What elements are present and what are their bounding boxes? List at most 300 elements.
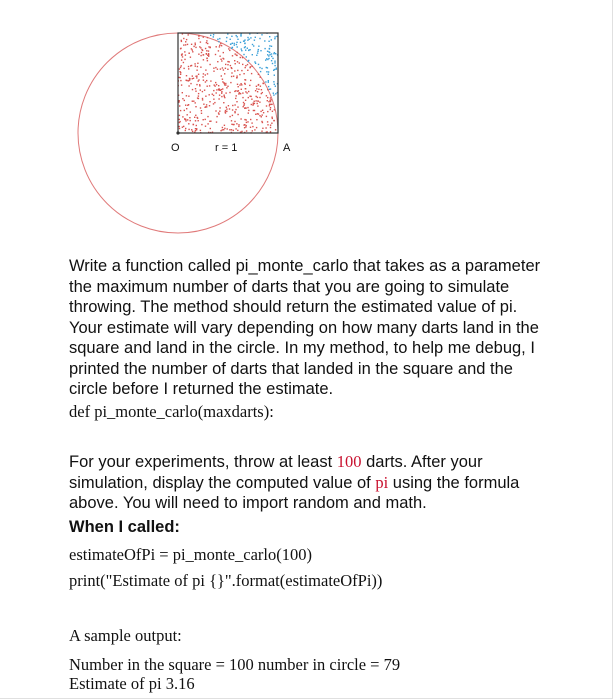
dart-inside bbox=[203, 119, 204, 120]
dart-inside bbox=[236, 75, 237, 76]
dart-inside bbox=[267, 124, 268, 125]
dart-inside bbox=[195, 88, 196, 89]
dart-inside bbox=[203, 59, 204, 60]
dart-inside bbox=[232, 105, 233, 106]
dart-inside bbox=[263, 112, 264, 113]
dart-outside bbox=[232, 43, 233, 44]
dart-inside bbox=[207, 73, 208, 74]
dart-outside bbox=[274, 38, 275, 39]
dart-inside bbox=[242, 64, 243, 65]
dart-inside bbox=[219, 45, 220, 46]
dart-inside bbox=[209, 47, 210, 48]
dart-inside bbox=[203, 80, 204, 81]
dart-outside bbox=[248, 60, 249, 61]
dart-inside bbox=[239, 92, 240, 93]
dart-outside bbox=[261, 68, 262, 69]
dart-outside bbox=[274, 62, 275, 63]
dart-outside bbox=[268, 74, 269, 75]
dart-inside bbox=[259, 102, 260, 103]
dart-outside bbox=[268, 82, 269, 83]
dart-outside bbox=[244, 40, 245, 41]
dart-outside bbox=[245, 50, 246, 51]
dart-inside bbox=[186, 108, 187, 109]
dart-inside bbox=[246, 119, 247, 120]
dart-outside bbox=[236, 35, 237, 36]
dart-outside bbox=[267, 59, 268, 60]
dart-inside bbox=[206, 104, 207, 105]
dart-inside bbox=[240, 118, 241, 119]
dart-inside bbox=[179, 68, 180, 69]
dart-inside bbox=[224, 97, 225, 98]
dart-inside bbox=[179, 126, 180, 127]
dart-inside bbox=[189, 117, 190, 118]
dart-outside bbox=[254, 61, 255, 62]
dart-inside bbox=[209, 64, 210, 65]
dart-inside bbox=[255, 100, 256, 101]
dart-outside bbox=[273, 70, 274, 71]
dart-inside bbox=[180, 67, 181, 68]
dart-inside bbox=[221, 96, 222, 97]
dart-inside bbox=[231, 124, 232, 125]
dart-inside bbox=[258, 89, 259, 90]
dart-inside bbox=[235, 98, 236, 99]
dart-inside bbox=[198, 35, 199, 36]
dart-inside bbox=[201, 110, 202, 111]
dart-outside bbox=[267, 54, 268, 55]
dart-inside bbox=[273, 120, 274, 121]
dart-inside bbox=[233, 124, 234, 125]
dart-outside bbox=[269, 52, 270, 53]
experiments-paragraph bbox=[69, 452, 549, 514]
dart-outside bbox=[268, 71, 269, 72]
dart-inside bbox=[209, 85, 210, 86]
dart-inside bbox=[225, 83, 226, 84]
dart-inside bbox=[257, 101, 258, 102]
dart-inside bbox=[196, 125, 197, 126]
dart-inside bbox=[270, 101, 271, 102]
dart-inside bbox=[215, 82, 216, 83]
dart-outside bbox=[252, 54, 253, 55]
dart-inside bbox=[198, 79, 199, 80]
dart-inside bbox=[189, 79, 190, 80]
dart-inside bbox=[205, 119, 206, 120]
dart-inside bbox=[203, 104, 204, 105]
dart-inside bbox=[248, 97, 249, 98]
dart-inside bbox=[203, 73, 204, 74]
dart-inside bbox=[230, 82, 231, 83]
dart-inside bbox=[190, 83, 191, 84]
dart-inside bbox=[227, 64, 228, 65]
dart-inside bbox=[220, 90, 221, 91]
dart-outside bbox=[241, 48, 242, 49]
dart-inside bbox=[207, 116, 208, 117]
dart-inside bbox=[189, 78, 190, 79]
dart-inside bbox=[213, 71, 214, 72]
dart-inside bbox=[262, 114, 263, 115]
experiments-text-3: using the formula above. You will need to import random and math. bbox=[69, 473, 520, 512]
dart-inside bbox=[188, 80, 189, 81]
dart-outside bbox=[232, 47, 233, 48]
dart-inside bbox=[239, 74, 240, 75]
dart-outside bbox=[237, 36, 238, 37]
dart-inside bbox=[195, 91, 196, 92]
dart-outside bbox=[273, 81, 274, 82]
dart-outside bbox=[257, 52, 258, 53]
dart-inside bbox=[241, 70, 242, 71]
dart-inside bbox=[202, 99, 203, 100]
dart-inside bbox=[243, 105, 244, 106]
dart-inside bbox=[195, 115, 196, 116]
dart-inside bbox=[198, 120, 199, 121]
dart-inside bbox=[240, 83, 241, 84]
dart-inside bbox=[183, 44, 184, 45]
dart-inside bbox=[181, 84, 182, 85]
dart-inside bbox=[222, 79, 223, 80]
dart-inside bbox=[219, 46, 220, 47]
dart-outside bbox=[275, 53, 276, 54]
dart-inside bbox=[257, 103, 258, 104]
dart-inside bbox=[200, 67, 201, 68]
dart-outside bbox=[231, 36, 232, 37]
dart-inside bbox=[232, 109, 233, 110]
dart-inside bbox=[210, 121, 211, 122]
dart-outside bbox=[269, 89, 270, 90]
dart-outside bbox=[226, 37, 227, 38]
dart-inside bbox=[182, 116, 183, 117]
dart-inside bbox=[195, 43, 196, 44]
dart-count: 100 bbox=[336, 452, 362, 471]
dart-outside bbox=[274, 61, 275, 62]
dart-outside bbox=[273, 53, 274, 54]
dart-inside bbox=[224, 84, 225, 85]
dart-inside bbox=[233, 76, 234, 77]
experiments-text-2: darts. After your simulation, display the computed value of bbox=[69, 453, 483, 492]
dart-inside bbox=[181, 65, 182, 66]
dart-inside bbox=[246, 92, 247, 93]
dart-inside bbox=[235, 109, 236, 110]
dart-outside bbox=[269, 54, 270, 55]
dart-outside bbox=[271, 39, 272, 40]
dart-inside bbox=[249, 67, 250, 68]
dart-inside bbox=[253, 103, 254, 104]
dart-inside bbox=[237, 52, 238, 53]
dart-inside bbox=[237, 61, 238, 62]
dart-outside bbox=[237, 46, 238, 47]
dart-inside bbox=[251, 104, 252, 105]
dart-inside bbox=[210, 80, 211, 81]
dart-inside bbox=[223, 69, 224, 70]
dart-outside bbox=[230, 39, 231, 40]
dart-inside bbox=[245, 88, 246, 89]
dart-inside bbox=[241, 89, 242, 90]
dart-inside bbox=[218, 114, 219, 115]
dart-inside bbox=[183, 38, 184, 39]
dart-inside bbox=[242, 57, 243, 58]
dart-inside bbox=[192, 75, 193, 76]
dart-inside bbox=[180, 110, 181, 111]
dart-inside bbox=[215, 110, 216, 111]
dart-inside bbox=[238, 124, 239, 125]
dart-inside bbox=[192, 101, 193, 102]
dart-inside bbox=[232, 55, 233, 56]
dart-outside bbox=[272, 63, 273, 64]
dart-points bbox=[178, 33, 279, 134]
dart-inside bbox=[215, 67, 216, 68]
dart-inside bbox=[244, 119, 245, 120]
dart-inside bbox=[220, 130, 221, 131]
dart-inside bbox=[234, 70, 235, 71]
dart-outside bbox=[274, 84, 275, 85]
dart-inside bbox=[179, 128, 180, 129]
dart-inside bbox=[208, 53, 209, 54]
function-signature: def pi_monte_carlo(maxdarts): bbox=[69, 402, 274, 421]
dart-inside bbox=[196, 84, 197, 85]
dart-inside bbox=[205, 74, 206, 75]
dart-inside bbox=[201, 113, 202, 114]
dart-inside bbox=[179, 119, 180, 120]
dart-inside bbox=[258, 84, 259, 85]
dart-inside bbox=[218, 112, 219, 113]
dart-outside bbox=[217, 39, 218, 40]
description-paragraph: Write a function called pi_monte_carlo that takes as a parameter the maximum number of darts that you are going to simulate throwing. The method should return the estimated value of pi. Your estimate will vary depending on how many darts land in the square and land in the circle. In my method, to help me debug, I printed the number of darts that landed in the square and the circle before I returned the estimate. bbox=[69, 257, 541, 398]
dart-inside bbox=[216, 46, 217, 47]
experiments-text-1: For your experiments, throw at least bbox=[69, 453, 337, 471]
dart-outside bbox=[267, 51, 268, 52]
dart-outside bbox=[268, 41, 269, 42]
dart-inside bbox=[192, 78, 193, 79]
dart-inside bbox=[184, 59, 185, 60]
dart-inside bbox=[256, 127, 257, 128]
dart-inside bbox=[234, 104, 235, 105]
dart-outside bbox=[260, 50, 261, 51]
dart-inside bbox=[190, 65, 191, 66]
dart-inside bbox=[188, 96, 189, 97]
dart-inside bbox=[225, 112, 226, 113]
dart-inside bbox=[225, 110, 226, 111]
dart-inside bbox=[245, 65, 246, 66]
dart-inside bbox=[234, 60, 235, 61]
dart-outside bbox=[230, 43, 231, 44]
dart-inside bbox=[247, 107, 248, 108]
dart-inside bbox=[241, 84, 242, 85]
dart-inside bbox=[255, 114, 256, 115]
dart-inside bbox=[179, 105, 180, 106]
dart-inside bbox=[267, 121, 268, 122]
dart-outside bbox=[247, 48, 248, 49]
dart-inside bbox=[206, 53, 207, 54]
dart-inside bbox=[261, 116, 262, 117]
dart-inside bbox=[203, 36, 204, 37]
dart-inside bbox=[221, 45, 222, 46]
dart-outside bbox=[258, 64, 259, 65]
dart-inside bbox=[187, 105, 188, 106]
dart-inside bbox=[188, 53, 189, 54]
dart-inside bbox=[237, 84, 238, 85]
dart-inside bbox=[258, 74, 259, 75]
dart-inside bbox=[225, 92, 226, 93]
dart-inside bbox=[228, 105, 229, 106]
dart-inside bbox=[237, 114, 238, 115]
dart-inside bbox=[195, 130, 196, 131]
dart-inside bbox=[190, 111, 191, 112]
dart-inside bbox=[222, 129, 223, 130]
dart-inside bbox=[219, 111, 220, 112]
dart-outside bbox=[258, 46, 259, 47]
dart-outside bbox=[271, 53, 272, 54]
dart-inside bbox=[262, 83, 263, 84]
dart-outside bbox=[259, 67, 260, 68]
dart-inside bbox=[186, 80, 187, 81]
dart-inside bbox=[182, 53, 183, 54]
dart-outside bbox=[265, 81, 266, 82]
dart-inside bbox=[205, 126, 206, 127]
dart-inside bbox=[237, 70, 238, 71]
dart-inside bbox=[190, 120, 191, 121]
dart-inside bbox=[184, 110, 185, 111]
dart-inside bbox=[229, 92, 230, 93]
dart-inside bbox=[212, 94, 213, 95]
dart-outside bbox=[254, 40, 255, 41]
dart-inside bbox=[224, 125, 225, 126]
dart-inside bbox=[259, 97, 260, 98]
dart-inside bbox=[272, 111, 273, 112]
dart-inside bbox=[261, 121, 262, 122]
dart-outside bbox=[210, 35, 211, 36]
dart-outside bbox=[234, 44, 235, 45]
dart-inside bbox=[232, 115, 233, 116]
dart-inside bbox=[226, 107, 227, 108]
dart-inside bbox=[219, 56, 220, 57]
dart-inside bbox=[201, 124, 202, 125]
dart-inside bbox=[200, 47, 201, 48]
dart-outside bbox=[241, 50, 242, 51]
dart-inside bbox=[255, 90, 256, 91]
dart-inside bbox=[230, 65, 231, 66]
dart-inside bbox=[192, 131, 193, 132]
dart-inside bbox=[184, 51, 185, 52]
dart-inside bbox=[265, 127, 266, 128]
dart-inside bbox=[236, 123, 237, 124]
dart-inside bbox=[195, 120, 196, 121]
dart-inside bbox=[195, 65, 196, 66]
dart-outside bbox=[253, 45, 254, 46]
dart-inside bbox=[222, 67, 223, 68]
dart-inside bbox=[192, 49, 193, 50]
dart-inside bbox=[213, 99, 214, 100]
dart-inside bbox=[206, 58, 207, 59]
dart-outside bbox=[258, 49, 259, 50]
dart-outside bbox=[250, 37, 251, 38]
dart-inside bbox=[248, 110, 249, 111]
dart-inside bbox=[244, 127, 245, 128]
pi-word: pi bbox=[375, 472, 389, 492]
monte-carlo-diagram bbox=[0, 0, 614, 245]
dart-inside bbox=[245, 79, 246, 80]
dart-inside bbox=[197, 117, 198, 118]
dart-inside bbox=[205, 69, 206, 70]
dart-outside bbox=[261, 34, 262, 35]
dart-outside bbox=[218, 41, 219, 42]
dart-inside bbox=[182, 98, 183, 99]
dart-inside bbox=[216, 84, 217, 85]
dart-inside bbox=[262, 110, 263, 111]
dart-inside bbox=[228, 48, 229, 49]
dart-inside bbox=[224, 128, 225, 129]
dart-inside bbox=[206, 40, 207, 41]
dart-inside bbox=[193, 46, 194, 47]
dart-inside bbox=[258, 113, 259, 114]
dart-inside bbox=[220, 59, 221, 60]
dart-inside bbox=[216, 89, 217, 90]
dart-inside bbox=[248, 112, 249, 113]
dart-inside bbox=[205, 81, 206, 82]
dart-outside bbox=[275, 86, 276, 87]
dart-inside bbox=[239, 84, 240, 85]
dart-inside bbox=[198, 54, 199, 55]
dart-inside bbox=[182, 127, 183, 128]
dart-inside bbox=[219, 88, 220, 89]
dart-inside bbox=[209, 94, 210, 95]
dart-outside bbox=[249, 49, 250, 50]
dart-outside bbox=[255, 63, 256, 64]
dart-inside bbox=[210, 128, 211, 129]
dart-inside bbox=[183, 62, 184, 63]
dart-inside bbox=[188, 68, 189, 69]
dart-inside bbox=[221, 75, 222, 76]
dart-inside bbox=[222, 58, 223, 59]
dart-inside bbox=[249, 85, 250, 86]
dart-inside bbox=[266, 105, 267, 106]
dart-inside bbox=[213, 68, 214, 69]
dart-inside bbox=[254, 129, 255, 130]
dart-outside bbox=[271, 60, 272, 61]
dart-inside bbox=[191, 44, 192, 45]
dart-inside bbox=[226, 87, 227, 88]
dart-inside bbox=[249, 96, 250, 97]
dart-inside bbox=[188, 85, 189, 86]
dart-inside bbox=[186, 75, 187, 76]
dart-inside bbox=[229, 108, 230, 109]
dart-outside bbox=[266, 71, 267, 72]
dart-inside bbox=[270, 104, 271, 105]
dart-inside bbox=[247, 64, 248, 65]
dart-inside bbox=[220, 43, 221, 44]
dart-inside bbox=[223, 95, 224, 96]
point-a-label: A bbox=[283, 142, 291, 154]
dart-inside bbox=[256, 88, 257, 89]
dart-inside bbox=[224, 73, 225, 74]
dart-outside bbox=[247, 40, 248, 41]
dart-inside bbox=[238, 86, 239, 87]
dart-inside bbox=[200, 41, 201, 42]
dart-inside bbox=[184, 100, 185, 101]
dart-inside bbox=[183, 68, 184, 69]
dart-inside bbox=[185, 44, 186, 45]
dart-inside bbox=[238, 90, 239, 91]
dart-inside bbox=[186, 95, 187, 96]
dart-inside bbox=[207, 123, 208, 124]
dart-inside bbox=[191, 129, 192, 130]
dart-inside bbox=[244, 83, 245, 84]
dart-inside bbox=[207, 43, 208, 44]
dart-inside bbox=[207, 86, 208, 87]
dart-inside bbox=[196, 77, 197, 78]
dart-inside bbox=[179, 121, 180, 122]
dart-inside bbox=[243, 102, 244, 103]
dart-outside bbox=[274, 36, 275, 37]
dart-inside bbox=[256, 119, 257, 120]
dart-outside bbox=[264, 40, 265, 41]
